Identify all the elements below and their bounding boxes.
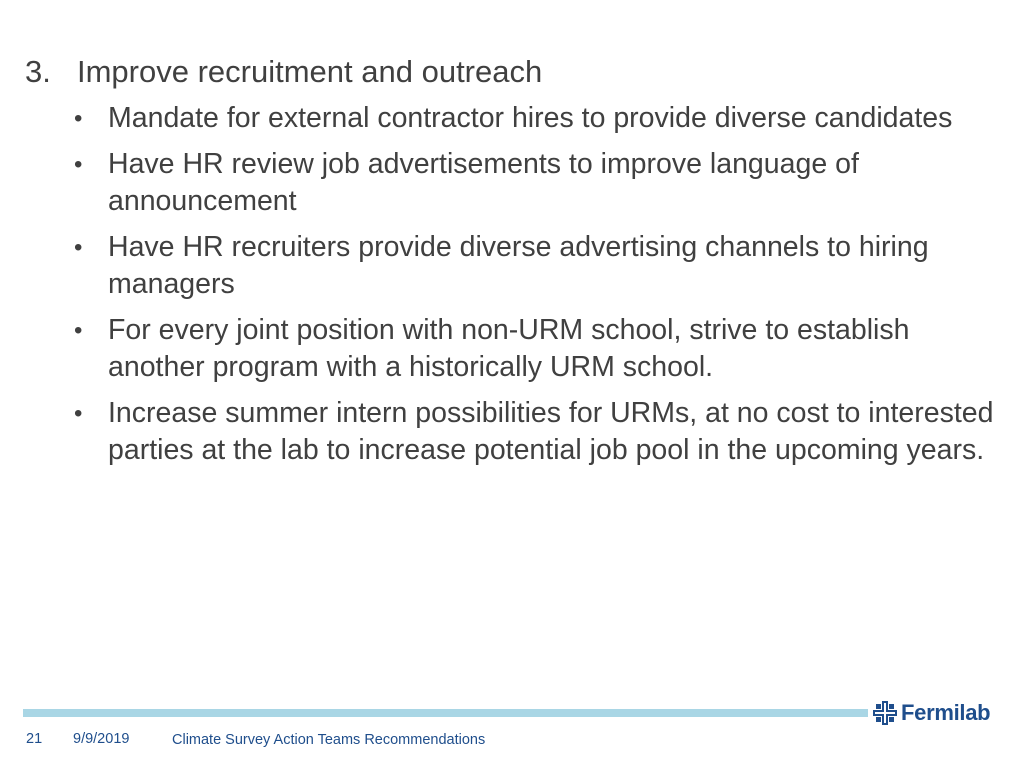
fermilab-logo-icon	[873, 701, 897, 725]
slide-heading	[25, 53, 542, 91]
slide-date: 9/9/2019	[73, 731, 130, 747]
bullet-text: Increase summer intern possibilities for URMs, at no cost to interested parties at the lab to increase potential job pool in the upcoming years.	[108, 396, 994, 466]
bullet-marker: •	[74, 233, 83, 261]
bullet-text: Mandate for external contractor hires to provide diverse candidates	[108, 102, 953, 134]
bullet-list	[72, 100, 1002, 478]
bullet-item	[72, 395, 1002, 470]
bullet-text: Have HR recruiters provide diverse advertising channels to hiring managers	[108, 230, 929, 300]
footer-title: Climate Survey Action Teams Recommendations	[172, 732, 486, 748]
bullet-item	[72, 229, 1002, 304]
bullet-text: For every joint position with non-URM school, strive to establish another program with a historically URM school.	[108, 313, 910, 383]
bullet-marker: •	[74, 105, 83, 132]
footer-rule	[23, 709, 868, 717]
heading-text: Improve recruitment and outreach	[77, 54, 543, 89]
bullet-text: Have HR review job advertisements to improve language of announcement	[108, 147, 859, 217]
bullet-item	[72, 100, 1002, 138]
bullet-marker: •	[74, 399, 83, 427]
page-number: 21	[26, 731, 43, 747]
logo-text: Fermilab	[901, 700, 991, 725]
fermilab-logo	[873, 700, 990, 726]
bullet-marker: •	[74, 150, 83, 178]
bullet-item	[72, 146, 1002, 221]
bullet-item	[72, 312, 1002, 387]
heading-number: 3.	[25, 54, 51, 89]
bullet-marker: •	[74, 316, 83, 344]
